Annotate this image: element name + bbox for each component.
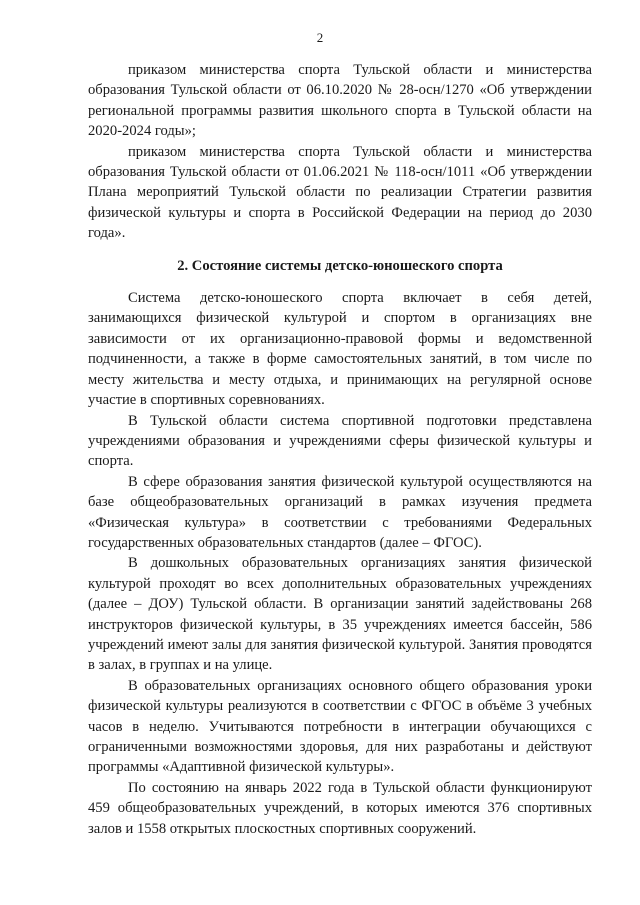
body-paragraph-5: В образовательных организациях основного общего образования уроки физической культуры реализуются в соответствии с ФГОС в объёме 3 учебных часов в неделю. Учитываются потребности в интеграции обучающихся с ограниченными возможностями здоровья, для них разработаны и действуют программы «Адаптивной физической культуры».: [88, 677, 592, 776]
reference-paragraph-2: приказом министерства спорта Тульской области и министерства образования Тульской области от 01.06.2021 № 118-осн/1011 «Об утверждении Плана мероприятий Тульской области по реализации Стратегии развития физической культуры и спорта в Российской Федерации на период до 2030 года».: [88, 143, 592, 242]
body-paragraph-3: В сфере образования занятия физической культурой осуществляются на базе общеобразовательных организаций в рамках изучения предмета «Физическая культура» в соответствии с требованиями Федеральных государственных образовательных стандартов (далее – ФГОС).: [88, 473, 592, 551]
reference-paragraph-1: приказом министерства спорта Тульской области и министерства образования Тульской области от 06.10.2020 № 28-осн/1270 «Об утверждении региональной программы развития школьного спорта в Тульской области на 2020-2024 годы»;: [88, 62, 592, 140]
body-paragraph-4: В дошкольных образовательных организациях занятия физической культурой проходят во всех дополнительных образовательных учреждениях (далее – ДОУ) Тульской области. В организации занятий задействованы 268 инструкторов физической культуры, в 35 учреждениях имеется бассейн, 586 учреждений имеют залы для занятия физической культурой. Занятия проводятся в залах, в группах и на улице.: [88, 555, 592, 674]
body-paragraph-1: Система детско-юношеского спорта включает в себя детей, занимающихся физической культурой и спортом в организациях вне зависимости от их организационно-правовой формы и ведомственной подчиненности, а также в форме самостоятельных занятий, в том числе по месту жительства и месту отдыха, и принимающих на регулярной основе участие в спортивных соревнованиях.: [88, 290, 592, 409]
body-paragraph-2: В Тульской области система спортивной подготовки представлена учреждениями образования и учреждениями сферы физической культуры и спорта.: [88, 412, 592, 470]
section-heading: 2. Состояние системы детско-юношеского спорта: [177, 257, 503, 274]
body-paragraph-6: По состоянию на январь 2022 года в Тульской области функционируют 459 общеобразовательных учреждений, в которых имеются 376 спортивных залов и 1558 открытых плоскостных спортивных сооружений.: [88, 779, 592, 837]
page-number: 2: [316, 30, 324, 45]
document-body: [88, 60, 592, 839]
